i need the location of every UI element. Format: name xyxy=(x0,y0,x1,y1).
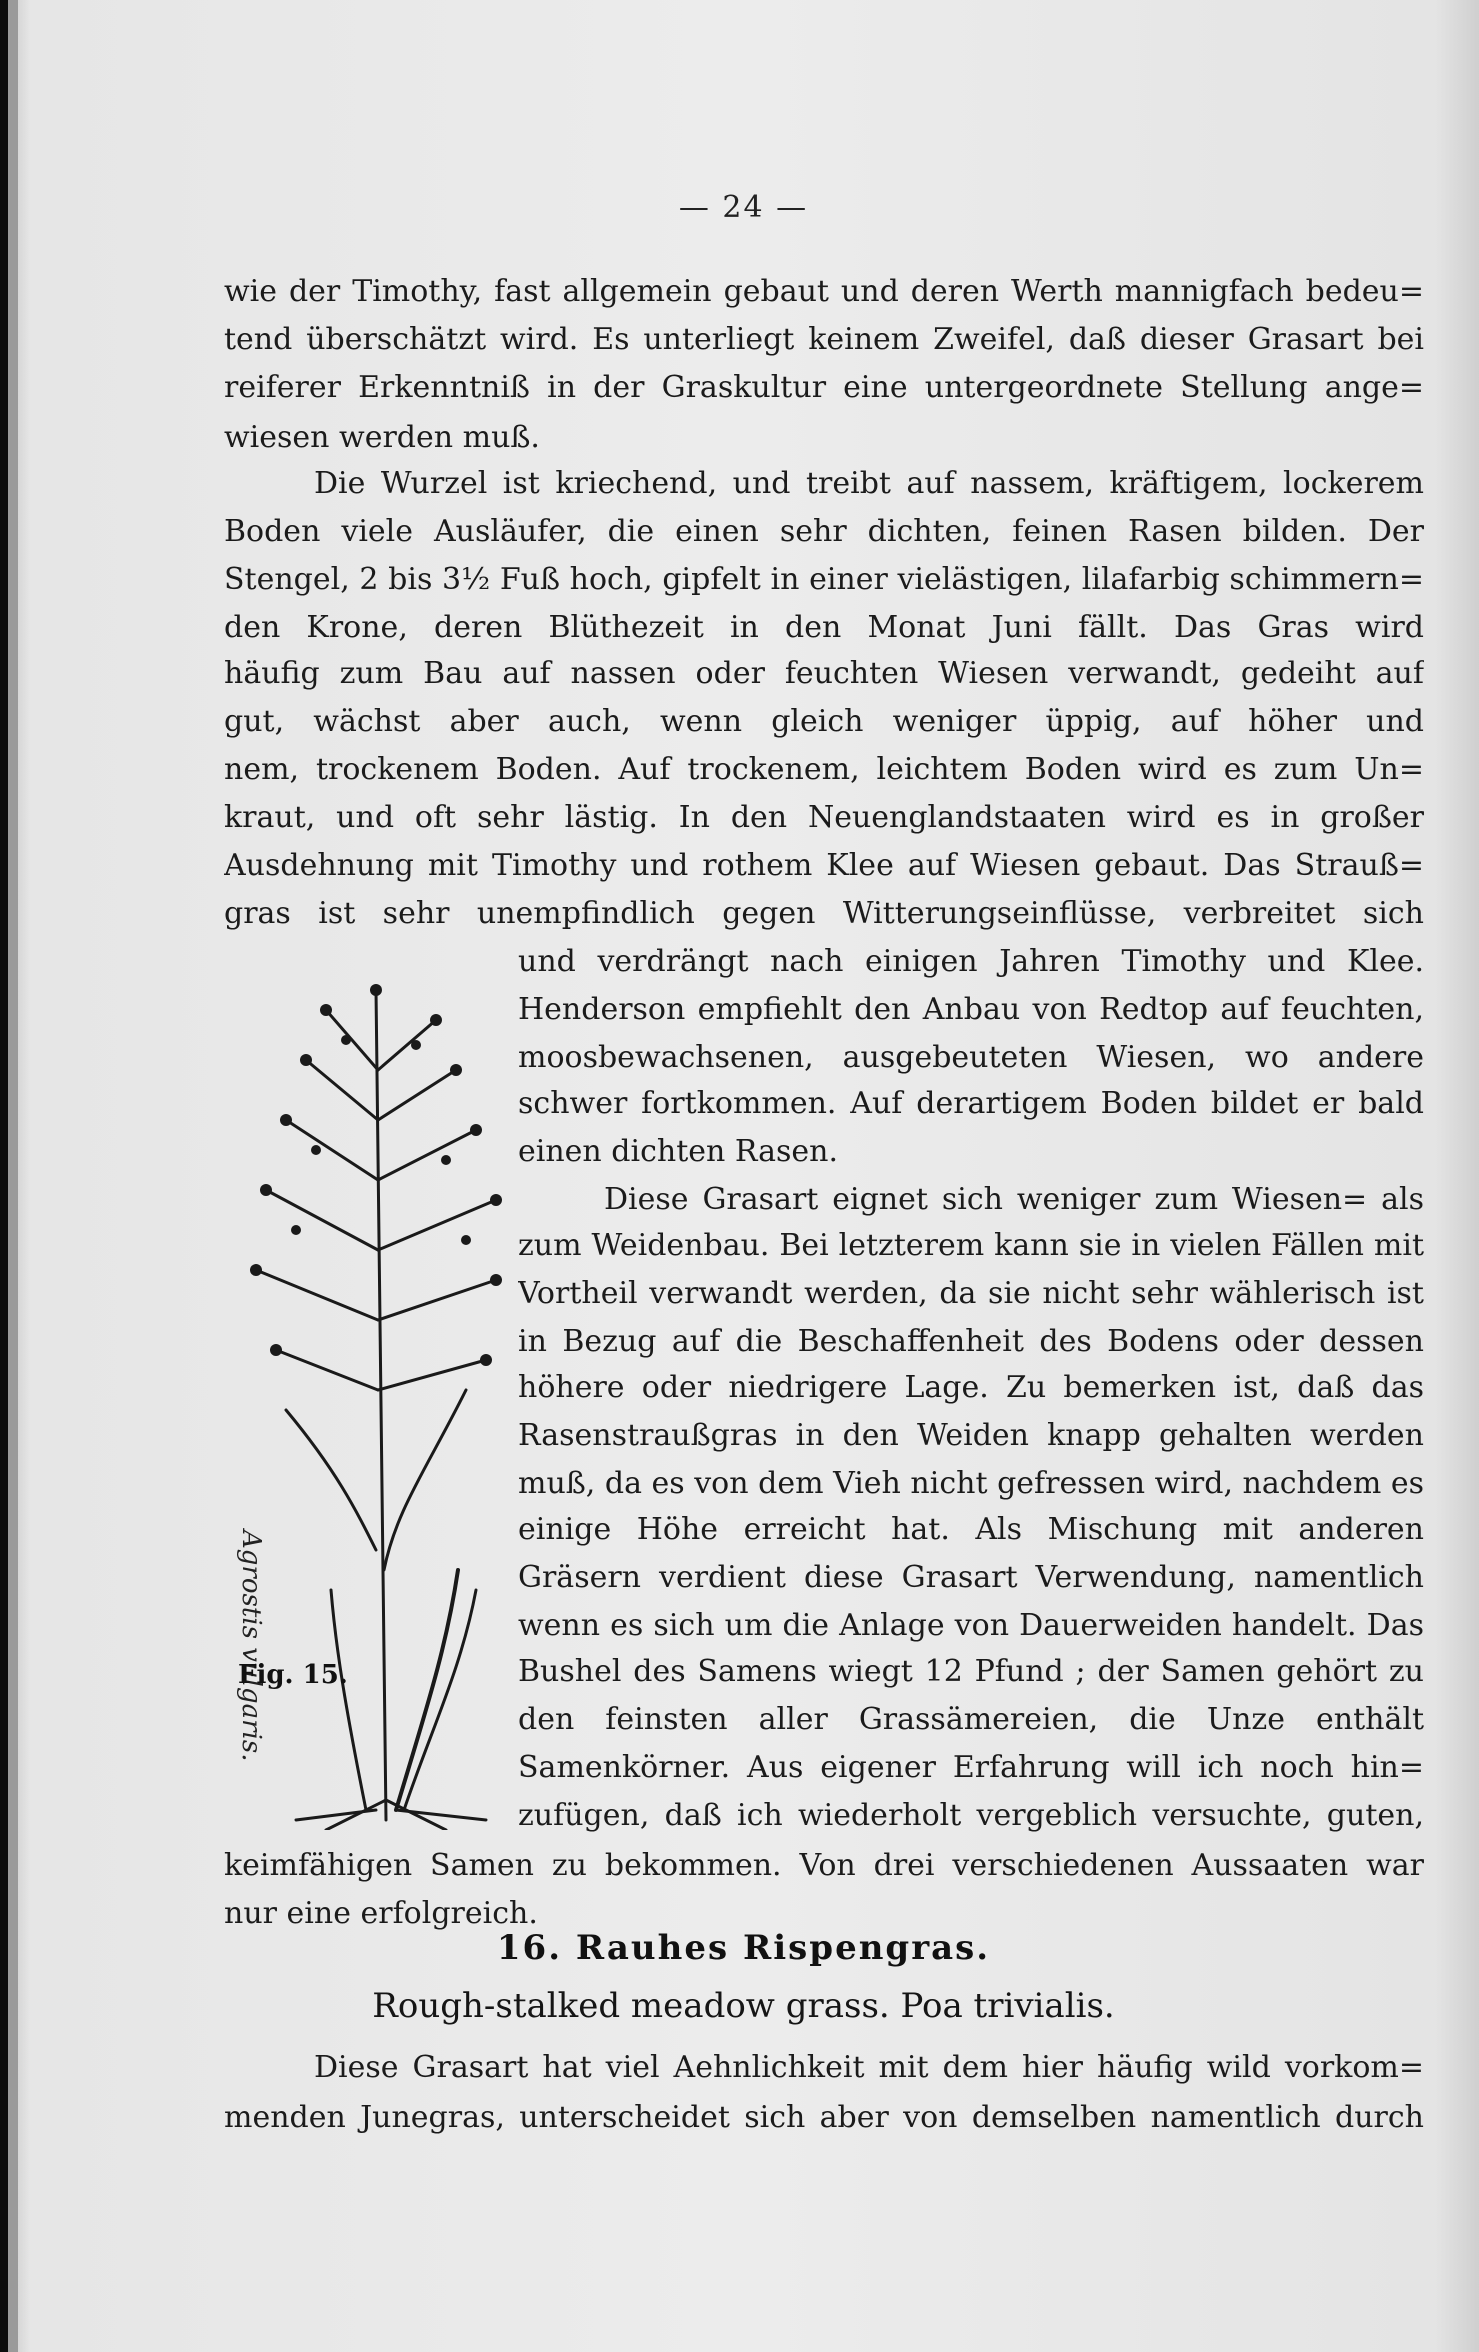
section-subheading: Rough-stalked meadow grass. Poa trivialis. xyxy=(372,1986,1115,2026)
figure-caption: Fig. 15. xyxy=(238,1660,348,1690)
grass-illustration xyxy=(226,950,516,1830)
text-line: nem, trockenem Boden. Auf trockenem, leichtem Boden wird es zum Un= xyxy=(224,752,1424,787)
text-line: den feinsten aller Grassämereien, die Unze enthält xyxy=(518,1702,1424,1737)
text-line: Gräsern verdient diese Grasart Verwendung, namentlich xyxy=(518,1560,1424,1595)
section-heading: 16. Rauhes Rispengras. xyxy=(496,1928,991,1968)
text-line: Boden viele Ausläufer, die einen sehr dichten, feinen Rasen bilden. Der xyxy=(224,514,1424,549)
text-line: Vortheil verwandt werden, da sie nicht sehr wählerisch ist xyxy=(518,1276,1424,1311)
text-line: den Krone, deren Blüthezeit in den Monat Juni fällt. Das Gras wird xyxy=(224,610,1424,645)
text-line: gras ist sehr unempfindlich gegen Witterungseinflüsse, verbreitet sich xyxy=(224,896,1424,931)
text-line: zum Weidenbau. Bei letzterem kann sie in vielen Fällen mit xyxy=(518,1228,1424,1263)
text-line: menden Junegras, unterscheidet sich aber von demselben namentlich durch xyxy=(224,2100,1424,2135)
text-line: wie der Timothy, fast allgemein gebaut und deren Werth mannigfach bedeu= xyxy=(224,274,1424,309)
text-line: wiesen werden muß. xyxy=(224,420,540,455)
text-line: Ausdehnung mit Timothy und rothem Klee auf Wiesen gebaut. Das Strauß= xyxy=(224,848,1424,883)
text-line: und verdrängt nach einigen Jahren Timothy und Klee. xyxy=(518,944,1424,979)
text-line: Stengel, 2 bis 3½ Fuß hoch, gipfelt in einer vielästigen, lilafarbig schimmern= xyxy=(224,562,1424,597)
text-line: zufügen, daß ich wiederholt vergeblich versuchte, guten, xyxy=(518,1798,1424,1833)
text-line: Die Wurzel ist kriechend, und treibt auf nassem, kräftigem, lockerem xyxy=(314,466,1424,501)
text-line: Diese Grasart eignet sich weniger zum Wiesen= als xyxy=(604,1182,1424,1217)
text-line: wenn es sich um die Anlage von Dauerweiden handelt. Das xyxy=(518,1608,1424,1643)
figure-species-label: Agrostis vulgaris. xyxy=(236,1530,266,1762)
text-line: Rasenstraußgras in den Weiden knapp gehalten werden xyxy=(518,1418,1424,1453)
page-number: — 24 — xyxy=(678,190,809,225)
text-line: einige Höhe erreicht hat. Als Mischung mit anderen xyxy=(518,1512,1424,1547)
text-line: reiferer Erkenntniß in der Graskultur eine untergeordnete Stellung ange= xyxy=(224,370,1424,405)
text-line: Bushel des Samens wiegt 12 Pfund ; der Samen gehört zu xyxy=(518,1654,1424,1689)
text-line: Henderson empfiehlt den Anbau von Redtop auf feuchten, xyxy=(518,992,1424,1027)
text-line: keimfähigen Samen zu bekommen. Von drei verschiedenen Aussaaten war xyxy=(224,1848,1424,1883)
text-line: kraut, und oft sehr lästig. In den Neuenglandstaaten wird es in großer xyxy=(224,800,1424,835)
text-line: gut, wächst aber auch, wenn gleich weniger üppig, auf höher und xyxy=(224,704,1424,739)
text-line: Samenkörner. Aus eigener Erfahrung will ich noch hin= xyxy=(518,1750,1424,1785)
text-line: höhere oder niedrigere Lage. Zu bemerken ist, daß das xyxy=(518,1370,1424,1405)
text-line: tend überschätzt wird. Es unterliegt keinem Zweifel, daß dieser Grasart bei xyxy=(224,322,1424,357)
text-line: Diese Grasart hat viel Aehnlichkeit mit dem hier häufig wild vorkom= xyxy=(314,2050,1424,2085)
text-line: häufig zum Bau auf nassen oder feuchten Wiesen verwandt, gedeiht auf xyxy=(224,656,1424,691)
text-line: einen dichten Rasen. xyxy=(518,1134,839,1169)
text-line: moosbewachsenen, ausgebeuteten Wiesen, wo andere xyxy=(518,1040,1424,1075)
text-line: in Bezug auf die Beschaffenheit des Bodens oder dessen xyxy=(518,1324,1424,1359)
text-line: muß, da es von dem Vieh nicht gefressen wird, nachdem es xyxy=(518,1466,1424,1501)
scanned-page xyxy=(8,0,1479,2352)
text-line: schwer fortkommen. Auf derartigem Boden bildet er bald xyxy=(518,1086,1424,1121)
text-line: nur eine erfolgreich. xyxy=(224,1896,538,1931)
